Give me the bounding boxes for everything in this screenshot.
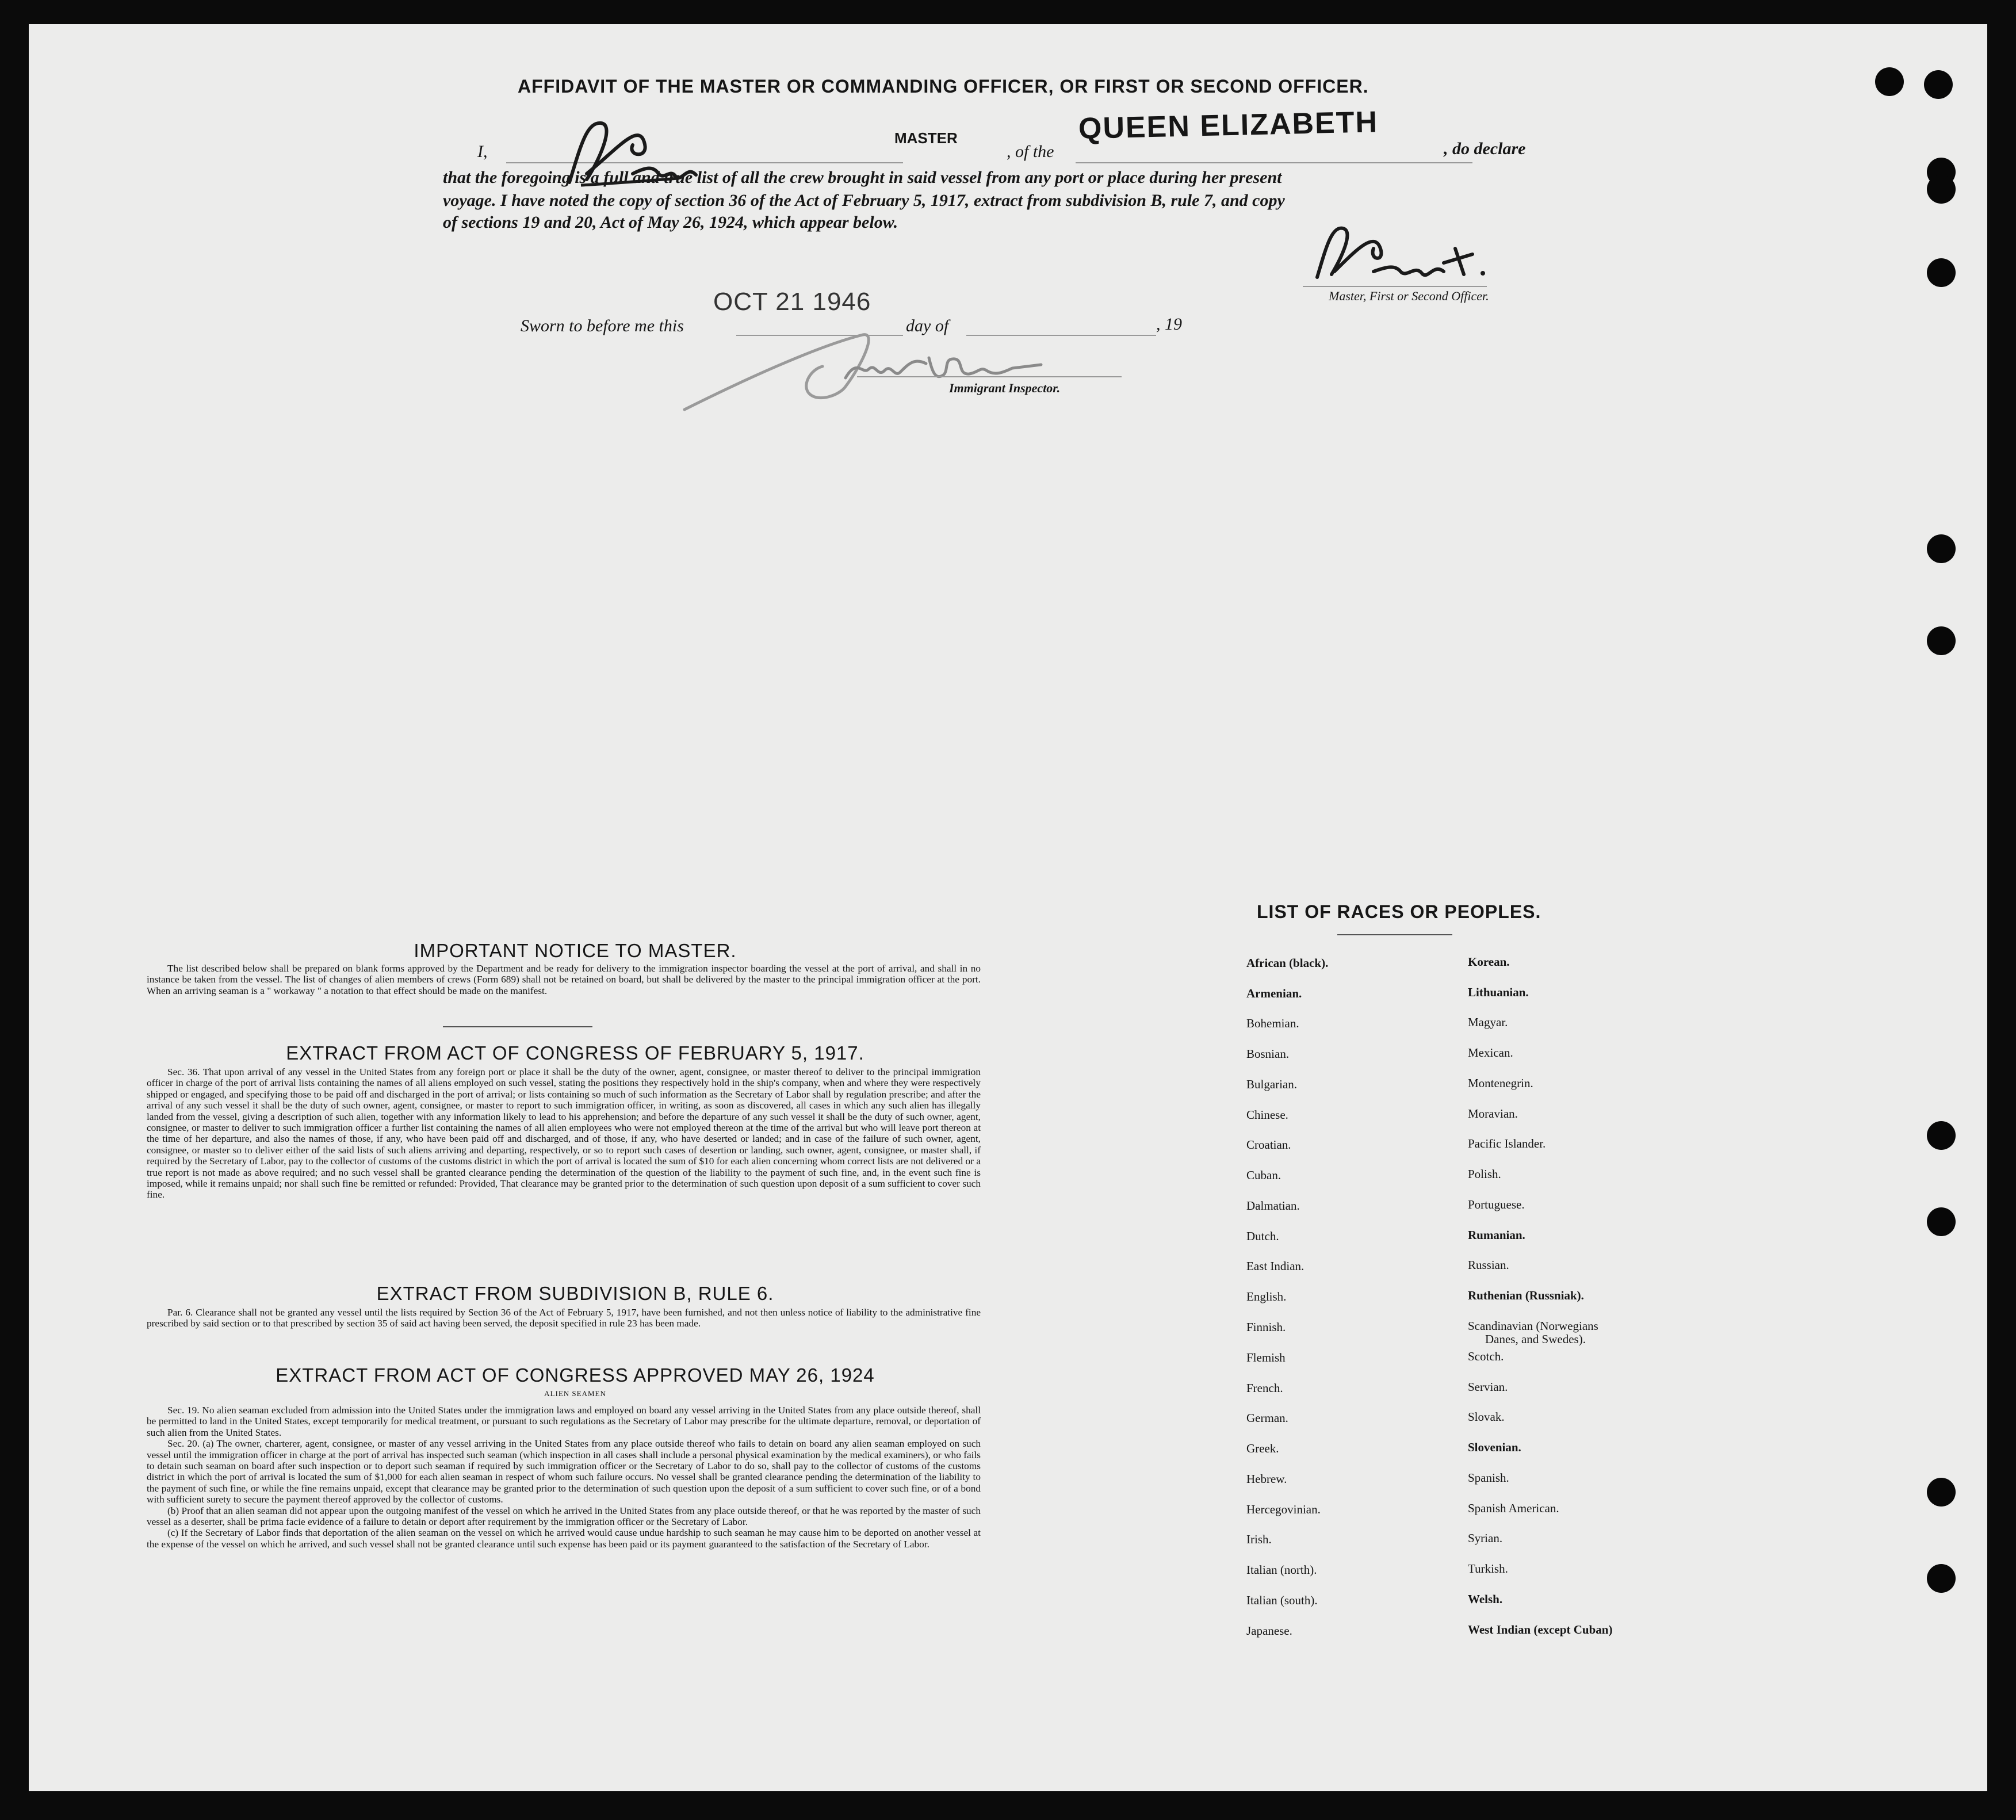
race-item: Turkish. xyxy=(1468,1562,1508,1576)
sec20-label: Sec. 20. xyxy=(167,1438,200,1450)
race-item: Dalmatian. xyxy=(1246,1199,1300,1213)
sec36-paragraph xyxy=(147,1066,981,1200)
race-item: African (black). xyxy=(1246,956,1329,970)
sec20a-body: (a) The owner, charterer, agent, consignee, or master of any vessel arriving in the United States from any place outside thereof who fails to detain on board any alien seaman employed on such vessel until the immigration officer in charge at the port of arrival has inspected such seaman (which inspection in all cases shall include a personal physical examination by the medical examiners), or who fails to detain such seaman on board after such inspection or to deport such seaman if required by such immigration officer or the Secretary of Labor to do so, shall pay to the collector of customs of the customs district in which the port of arrival is located the sum of $1,000 for each alien seaman in respect of whom such failure occurs. No vessel shall be granted clearance pending the determination of the liability to the payment of such fine, or while the fine remains unpaid, except that clearance may be granted prior to the determination of such question upon the deposit of a sum sufficient to cover such fine, or of a bond with sufficient surety to secure the payment thereof approved by the collector of customs. xyxy=(147,1438,981,1505)
act-1924-heading: EXTRACT FROM ACT OF CONGRESS APPROVED MAY 26, 1924 xyxy=(276,1364,875,1386)
punch-hole xyxy=(1927,175,1956,204)
race-item: East Indian. xyxy=(1246,1259,1305,1273)
race-item: Spanish American. xyxy=(1468,1501,1559,1515)
of-the-label: , of the xyxy=(1007,142,1054,161)
race-item: Ruthenian (Russniak). xyxy=(1468,1288,1584,1302)
race-item: English. xyxy=(1246,1290,1287,1303)
race-item: Japanese. xyxy=(1246,1624,1292,1638)
race-item: Lithuanian. xyxy=(1468,985,1529,999)
punch-hole xyxy=(1927,258,1956,287)
race-item: French. xyxy=(1246,1381,1283,1395)
rule6-body: Clearance shall not be granted any vessel until the lists required by Section 36 of the Act of February 5, 1917, have been furnished, and not then unless notice of liability to the administrative fine prescribed by said section or to that prescribed by section 35 of said act having been served, the deposit specified in rule 23 has been made. xyxy=(147,1307,981,1329)
race-item: Montenegrin. xyxy=(1468,1076,1533,1090)
race-item: Slovak. xyxy=(1468,1410,1505,1424)
year-label: , 19 xyxy=(1156,315,1182,334)
race-item: Scandinavian (Norwegians xyxy=(1468,1319,1598,1333)
punch-hole xyxy=(1927,1207,1956,1236)
rule6-paragraph xyxy=(147,1307,981,1329)
declarant-prefix: I, xyxy=(477,142,488,161)
race-item: Servian. xyxy=(1468,1380,1508,1394)
race-item: Magyar. xyxy=(1468,1015,1508,1029)
vessel-name: QUEEN ELIZABETH xyxy=(1078,105,1379,146)
race-item: Scotch. xyxy=(1468,1349,1504,1363)
race-item: Flemish xyxy=(1246,1351,1286,1364)
act-1924-text xyxy=(147,1405,981,1550)
sec36-label: Sec. 36. xyxy=(167,1066,200,1077)
act-1917-text xyxy=(147,1066,981,1200)
officer-signature-line xyxy=(1303,286,1487,287)
sec20a-paragraph xyxy=(147,1438,981,1505)
rule6-heading: EXTRACT FROM SUBDIVISION B, RULE 6. xyxy=(376,1283,774,1304)
race-item: Bohemian. xyxy=(1246,1016,1299,1030)
race-item: Rumanian. xyxy=(1468,1228,1525,1242)
sec36-body: That upon arrival of any vessel in the United States from any foreign port or place it shall be the duty of the owner, agent, consignee, or master thereof to deliver to the principal immigration officer in charge of the port of arrival lists containing the names of all aliens employed on such vessel, stating the positions they respectively hold in the ship's company, when and where they were respectively shipped or engaged, and specifying those to be paid off and discharged in the port of arrival; or lists containing so much of such information as the Secretary of Labor shall by regulation prescribe; and after the arrival of any such vessel it shall be the duty of such owner, agent, consignee, or master to report to such immigration officer, in writing, as soon as discovered, all cases in which any such alien has illegally landed from the vessel, giving a description of such alien, together with any information likely to lead to his apprehension; and before the departure of any such vessel it shall be the duty of such owner, agent, consignee, or master to deliver to such immigration officer a further list containing the names of all alien employees who were not employed thereon at the time of the arrival but who will leave port thereon at the time of her departure, and also the names of those, if any, who have been paid off and discharged, and of those, if any, who have deserted or landed; and in case of the failure of such owner, agent, consignee, or master so to deliver either of the said lists of such aliens arriving and departing, respectively, or so to report such cases of desertion or landing, such owner, agent, consignee, or master shall, if required by the Secretary of Labor, pay to the collector of customs of the customs district in which the port of arrival is located the sum of $10 for each alien concerning whom correct lists are not delivered or a true report is not made as above required; and no such vessel shall be granted clearance pending the determination of the question of the liability to the payment of such fine, and, in the event such fine is imposed, while it remains unpaid; nor shall such fine be remitted or refunded: Provided, That clearance may be granted prior to the determination of such question upon deposit of a sum sufficient to cover such fine. xyxy=(147,1066,981,1200)
punch-hole xyxy=(1875,67,1904,96)
affidavit-body-line-1: that the foregoing is a full and true list of all the crew brought in said vessel from any port or place during her present xyxy=(443,168,1282,187)
race-item: Korean. xyxy=(1468,955,1510,969)
document-page xyxy=(29,24,1987,1791)
punch-hole xyxy=(1927,534,1956,563)
race-item: Finnish. xyxy=(1246,1320,1286,1334)
punch-hole xyxy=(1924,70,1953,99)
race-item: Polish. xyxy=(1468,1167,1501,1181)
divider xyxy=(443,1026,592,1027)
do-declare-label: , do declare xyxy=(1444,139,1526,158)
notice-paragraph: The list described below shall be prepared on blank forms approved by the Department and be ready for delivery to the immigration inspector boarding the vessel at the port of arrival, and shall in no instance be taken from the vessel. The list of changes of alien members of crews (Form 689) shall not be retained on board, but shall be delivered by the master to the principal immigration officer at the port. When an arriving seaman is a " workaway " a notation to that effect should be made on the manifest. xyxy=(147,963,981,996)
punch-hole xyxy=(1927,626,1956,655)
act-1917-heading: EXTRACT FROM ACT OF CONGRESS OF FEBRUARY 5, 1917. xyxy=(286,1042,864,1064)
affidavit-title: AFFIDAVIT OF THE MASTER OR COMMANDING OFFICER, OR FIRST OR SECOND OFFICER. xyxy=(518,76,1369,97)
sworn-label: Sworn to before me this xyxy=(521,316,684,335)
race-item: Mexican. xyxy=(1468,1046,1513,1060)
race-item: Syrian. xyxy=(1468,1531,1503,1545)
race-item: Chinese. xyxy=(1246,1108,1288,1122)
race-item: Pacific Islander. xyxy=(1468,1137,1546,1150)
alien-seamen-subheading: ALIEN SEAMEN xyxy=(544,1389,606,1398)
race-item: Cuban. xyxy=(1246,1168,1281,1182)
sec19-paragraph xyxy=(147,1405,981,1438)
race-item: Armenian. xyxy=(1246,987,1302,1000)
race-item: Moravian. xyxy=(1468,1107,1518,1121)
sec19-body: No alien seaman excluded from admission into the United States under the immigration laws and employed on board any vessel arriving in the United States from any place outside thereof, shall be permitted to land in the United States, except temporarily for medical treatment, or pursuant to such regulations as the Secretary of Labor may prescribe for the ultimate departure, removal, or deportation of such alien from the United States. xyxy=(147,1405,981,1438)
race-item: Bosnian. xyxy=(1246,1047,1290,1061)
rank-field: MASTER xyxy=(894,129,958,147)
sec20b-paragraph: (b) Proof that an alien seaman did not appear upon the outgoing manifest of the vessel on which he arrived in the United States from any place outside thereof, or that he was reported by the master of such vessel as a deserter, shall be prima facie evidence of a failure to detain or deport after requirement by the immigration officer or the Secretary of Labor. xyxy=(147,1505,981,1528)
punch-hole xyxy=(1927,1564,1956,1593)
race-item: Italian (south). xyxy=(1246,1593,1318,1607)
races-heading: LIST OF RACES OR PEOPLES. xyxy=(1257,901,1541,922)
races-heading-rule xyxy=(1337,934,1452,935)
affidavit-body-line-3: of sections 19 and 20, Act of May 26, 1924, which appear below. xyxy=(443,213,898,232)
affidavit-body-line-2: voyage. I have noted the copy of section 36 of the Act of February 5, 1917, extract from subdivision B, rule 7, and copy xyxy=(443,191,1285,210)
officer-caption: Master, First or Second Officer. xyxy=(1329,289,1489,303)
punch-hole xyxy=(1927,1121,1956,1150)
vessel-name-line xyxy=(1076,162,1472,163)
race-item: Irish. xyxy=(1246,1532,1272,1546)
sec19-label: Sec. 19. xyxy=(167,1405,200,1416)
inspector-signature xyxy=(673,323,1064,421)
master-signature-mark-top xyxy=(546,110,730,202)
race-item-continued: Danes, and Swedes). xyxy=(1485,1332,1586,1346)
race-item: Slovenian. xyxy=(1468,1440,1521,1454)
race-item: Spanish. xyxy=(1468,1471,1509,1485)
race-item: German. xyxy=(1246,1411,1288,1425)
race-item: West Indian (except Cuban) xyxy=(1468,1623,1613,1637)
day-of-label: day of xyxy=(906,316,949,335)
date-stamp: OCT 21 1946 xyxy=(713,288,871,316)
race-item: Welsh. xyxy=(1468,1592,1503,1606)
race-item: Croatian. xyxy=(1246,1138,1291,1152)
race-item: Italian (north). xyxy=(1246,1563,1317,1577)
race-item: Hebrew. xyxy=(1246,1472,1287,1486)
race-item: Bulgarian. xyxy=(1246,1077,1298,1091)
inspector-signature-line xyxy=(857,376,1122,377)
rule6-label: Par. 6. xyxy=(167,1307,193,1318)
inspector-caption: Immigrant Inspector. xyxy=(949,381,1061,395)
notice-text xyxy=(147,963,981,996)
race-item: Dutch. xyxy=(1246,1229,1279,1243)
master-signature xyxy=(1300,214,1507,289)
race-item: Portuguese. xyxy=(1468,1198,1525,1211)
sec20c-paragraph: (c) If the Secretary of Labor finds that deportation of the alien seaman on the vessel on which he arrived would cause undue hardship to such seaman he may cause him to be deported on another vessel at the expense of the vessel on which he arrived, and such vessel shall not be granted clearance until such expense has been paid or its payment guaranteed to the satisfaction of the Secretary of Labor. xyxy=(147,1527,981,1550)
rule6-text xyxy=(147,1307,981,1329)
race-item: Russian. xyxy=(1468,1258,1509,1272)
punch-hole xyxy=(1927,1478,1956,1507)
race-item: Hercegovinian. xyxy=(1246,1502,1321,1516)
notice-heading: IMPORTANT NOTICE TO MASTER. xyxy=(414,940,737,961)
race-item: Greek. xyxy=(1246,1442,1279,1455)
